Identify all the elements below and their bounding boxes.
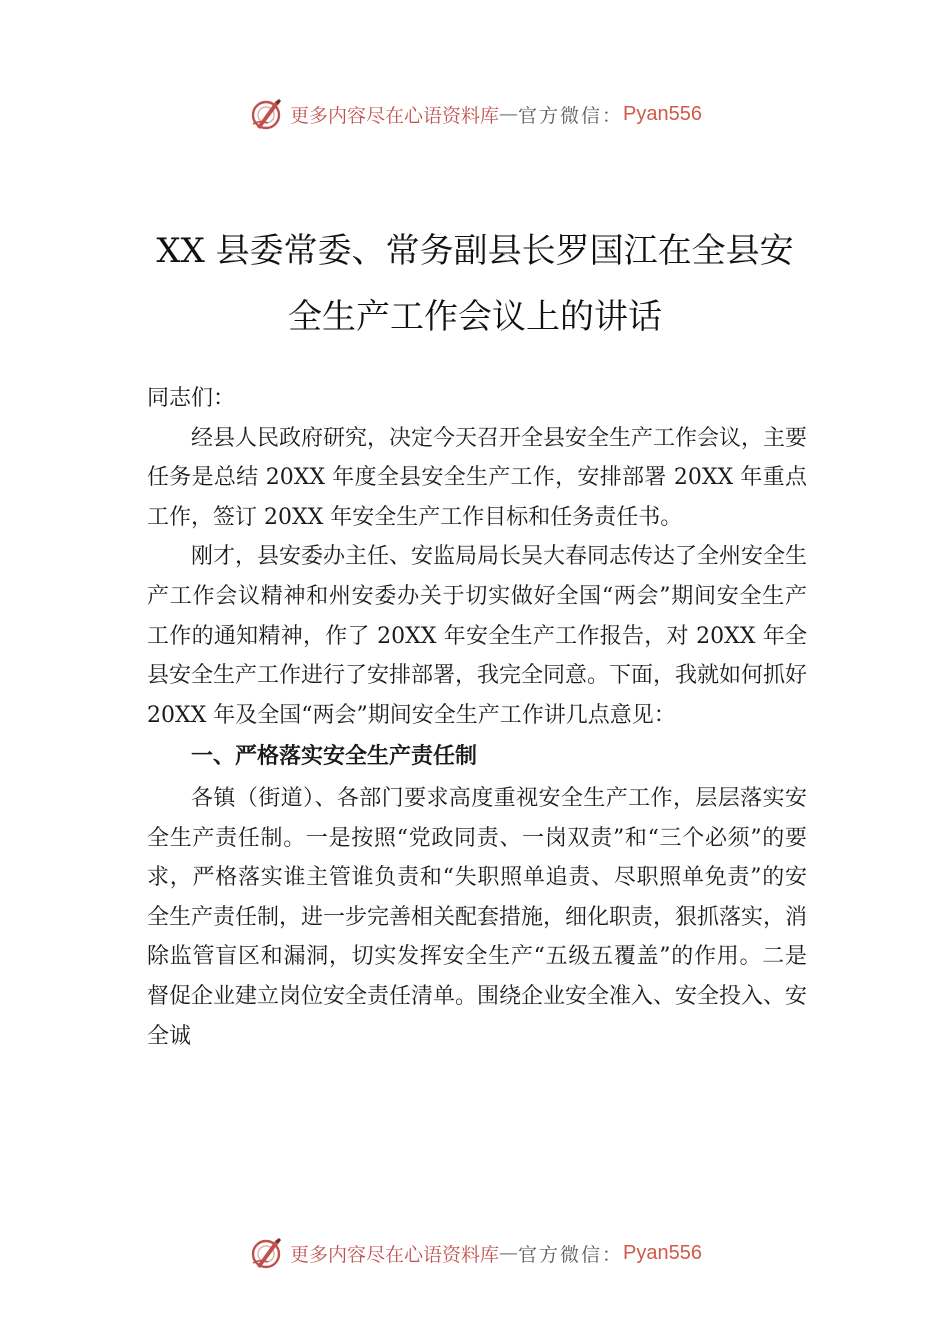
watermark-text: 更多内容尽在心语资料库	[290, 1243, 500, 1266]
title-line-1: XX 县委常委、常务副县长罗国江在全县安	[156, 231, 794, 271]
header-watermark-banner	[0, 94, 950, 134]
body-paragraph-2: 刚才，县安委办主任、安监局局长吴大春同志传达了全州安全生产工作会议精神和州安委办关于切实做好全国“两会”期间安全生产工作的通知精神，作了 20XX 年安全生产工作报告，对 20XX 年全县安全生产工作进行了安排部署，我完全同意。下面，我就如何抓好 20XX 年及全国“两会”期间安全生产工作讲几点意见：	[147, 544, 808, 728]
wechat-label: 官方微信：	[518, 104, 624, 127]
watermark-separator: —	[499, 1242, 519, 1264]
watermark-separator: —	[499, 103, 519, 125]
document-body	[147, 379, 807, 1056]
wechat-label: 官方微信：	[518, 1243, 624, 1266]
section-1-paragraph: 各镇（街道）、各部门要求高度重视安全生产工作，层层落实安全生产责任制。一是按照“党政同责、一岗双责”和“三个必须”的要求，严格落实谁主管谁负责和“失职照单追责、尽职照单免责”的安全生产责任制，进一步完善相关配套措施，细化职责，狠抓落实，消除监管盲区和漏洞，切实发挥安全生产“五级五覆盖”的作用。二是督促企业建立岗位安全责任清单。围绕企业安全准入、安全投入、安全诚	[147, 785, 808, 1049]
wechat-id: Pyan556	[623, 102, 702, 125]
watermark-text: 更多内容尽在心语资料库	[290, 104, 500, 127]
pen-circle-logo-icon	[248, 1235, 284, 1271]
footer-watermark-banner	[0, 1233, 950, 1273]
salutation: 同志们：	[147, 386, 236, 411]
section-heading-1: 一、严格落实安全生产责任制	[191, 744, 478, 770]
title-line-2: 全生产工作会议上的讲话	[288, 297, 662, 337]
wechat-id: Pyan556	[623, 1241, 702, 1264]
document-title	[120, 218, 830, 350]
body-paragraph-1: 经县人民政府研究，决定今天召开全县安全生产工作会议，主要任务是总结 20XX 年度全县安全生产工作，安排部署 20XX 年重点工作，签订 20XX 年安全生产工作目标和任务责任书。	[147, 425, 808, 530]
pen-circle-logo-icon	[248, 96, 284, 132]
